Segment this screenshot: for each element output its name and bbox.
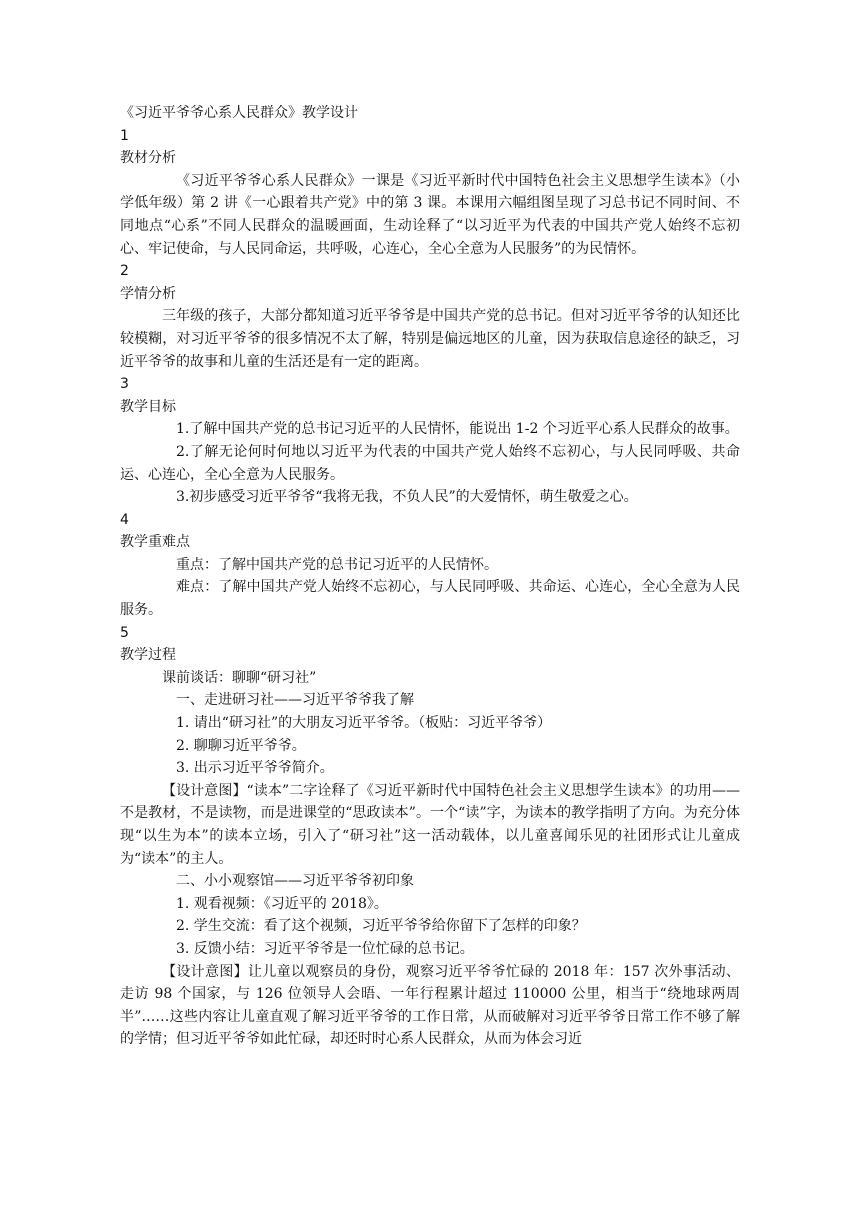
section-number: 2 (120, 263, 129, 280)
part-heading: 一、走进研习社——习近平爷爷我了解 (176, 692, 414, 709)
key-point: 重点：了解中国共产党的总书记习近平的人民情怀。 (176, 556, 498, 573)
section-heading: 教学目标 (120, 398, 176, 415)
goal-item: 1.了解中国共产党的总书记习近平的人民情怀，能说出 1-2 个习近平心系人民群众的故事。 (176, 421, 739, 438)
difficult-point: 难点：了解中国共产党人始终不忘初心，与人民同呼吸、共命运、心连心，全心全意为人民服务。 (120, 579, 740, 619)
design-intent: 【设计意图】让儿童以观察员的身份，观察习近平爷爷忙碌的 2018 年：157 次外事活动、走访 98 个国家，与 126 位领导人会晤、一年行程累计超过 110000 公里，相当于“绕地球两周半”……这些内容让儿童直观了解习近平爷爷的工作日常，从而破解对习近平爷爷日常工作不够了解的学情；但习近平爷爷如此忙碌，却还时时心系人民群众，从而为体会习近 (120, 963, 740, 1048)
pre-class-talk: 课前谈话：聊聊“研习社” (162, 669, 317, 686)
step-item: 3. 出示习近平爷爷简介。 (176, 760, 334, 777)
goal-item: 2.了解无论何时何地以习近平为代表的中国共产党人始终不忘初心，与人民同呼吸、共命运、心连心，全心全意为人民服务。 (120, 443, 740, 483)
section-number: 4 (120, 511, 129, 528)
step-item: 3. 反馈小结：习近平爷爷是一位忙碌的总书记。 (176, 940, 474, 957)
section-heading: 教学重难点 (120, 534, 190, 551)
paragraph: 三年级的孩子，大部分都知道习近平爷爷是中国共产党的总书记。但对习近平爷爷的认知还比较模糊，对习近平爷爷的很多情况不太了解，特别是偏远地区的儿童，因为获取信息途径的缺乏，习近平爷爷的故事和儿童的生活还是有一定的距离。 (120, 308, 740, 370)
doc-title: 《习近平爷爷心系人民群众》教学设计 (120, 105, 358, 121)
section-number: 3 (120, 376, 129, 393)
part-heading: 二、小小观察馆——习近平爷爷初印象 (176, 873, 414, 890)
step-item: 2. 学生交流：看了这个视频，习近平爷爷给你留下了怎样的印象？ (176, 918, 586, 935)
document-body (120, 102, 740, 1051)
step-item: 2. 聊聊习近平爷爷。 (176, 737, 306, 754)
step-item: 1. 请出“研习社”的大朋友习近平爷爷。（板贴：习近平爷爷） (176, 715, 552, 732)
design-intent: 【设计意图】“读本”二字诠释了《习近平新时代中国特色社会主义思想学生读本》的功用——不是教材，不是读物，而是进课堂的“思政读本”。一个“读”字，为读本的教学指明了方向。为充分体现“以生为本”的读本立场，引入了“研习社”这一活动载体，以儿童喜闻乐见的社团形式让儿童成为“读本”的主人。 (120, 782, 740, 867)
section-number: 1 (120, 127, 129, 144)
paragraph: 《习近平爷爷心系人民群众》一课是《习近平新时代中国特色社会主义思想学生读本》（小学低年级）第 2 讲《一心跟着共产党》中的第 3 课。本课用六幅组图呈现了习总书记不同时间、不同地点“心系”不同人民群众的温暖画面，生动诠释了“以习近平为代表的中国共产党人始终不忘初心、牢记使命，与人民同命运，共呼吸，心连心，全心全意为人民服务”的为民情怀。 (120, 172, 740, 257)
step-item: 1. 观看视频：《习近平的 2018》。 (176, 895, 388, 912)
section-heading: 教学过程 (120, 647, 176, 664)
section-heading: 学情分析 (120, 285, 176, 302)
goal-item: 3.初步感受习近平爷爷“我将无我，不负人民”的大爱情怀，萌生敬爱之心。 (176, 489, 638, 506)
section-number: 5 (120, 624, 129, 641)
section-heading: 教材分析 (120, 150, 176, 167)
